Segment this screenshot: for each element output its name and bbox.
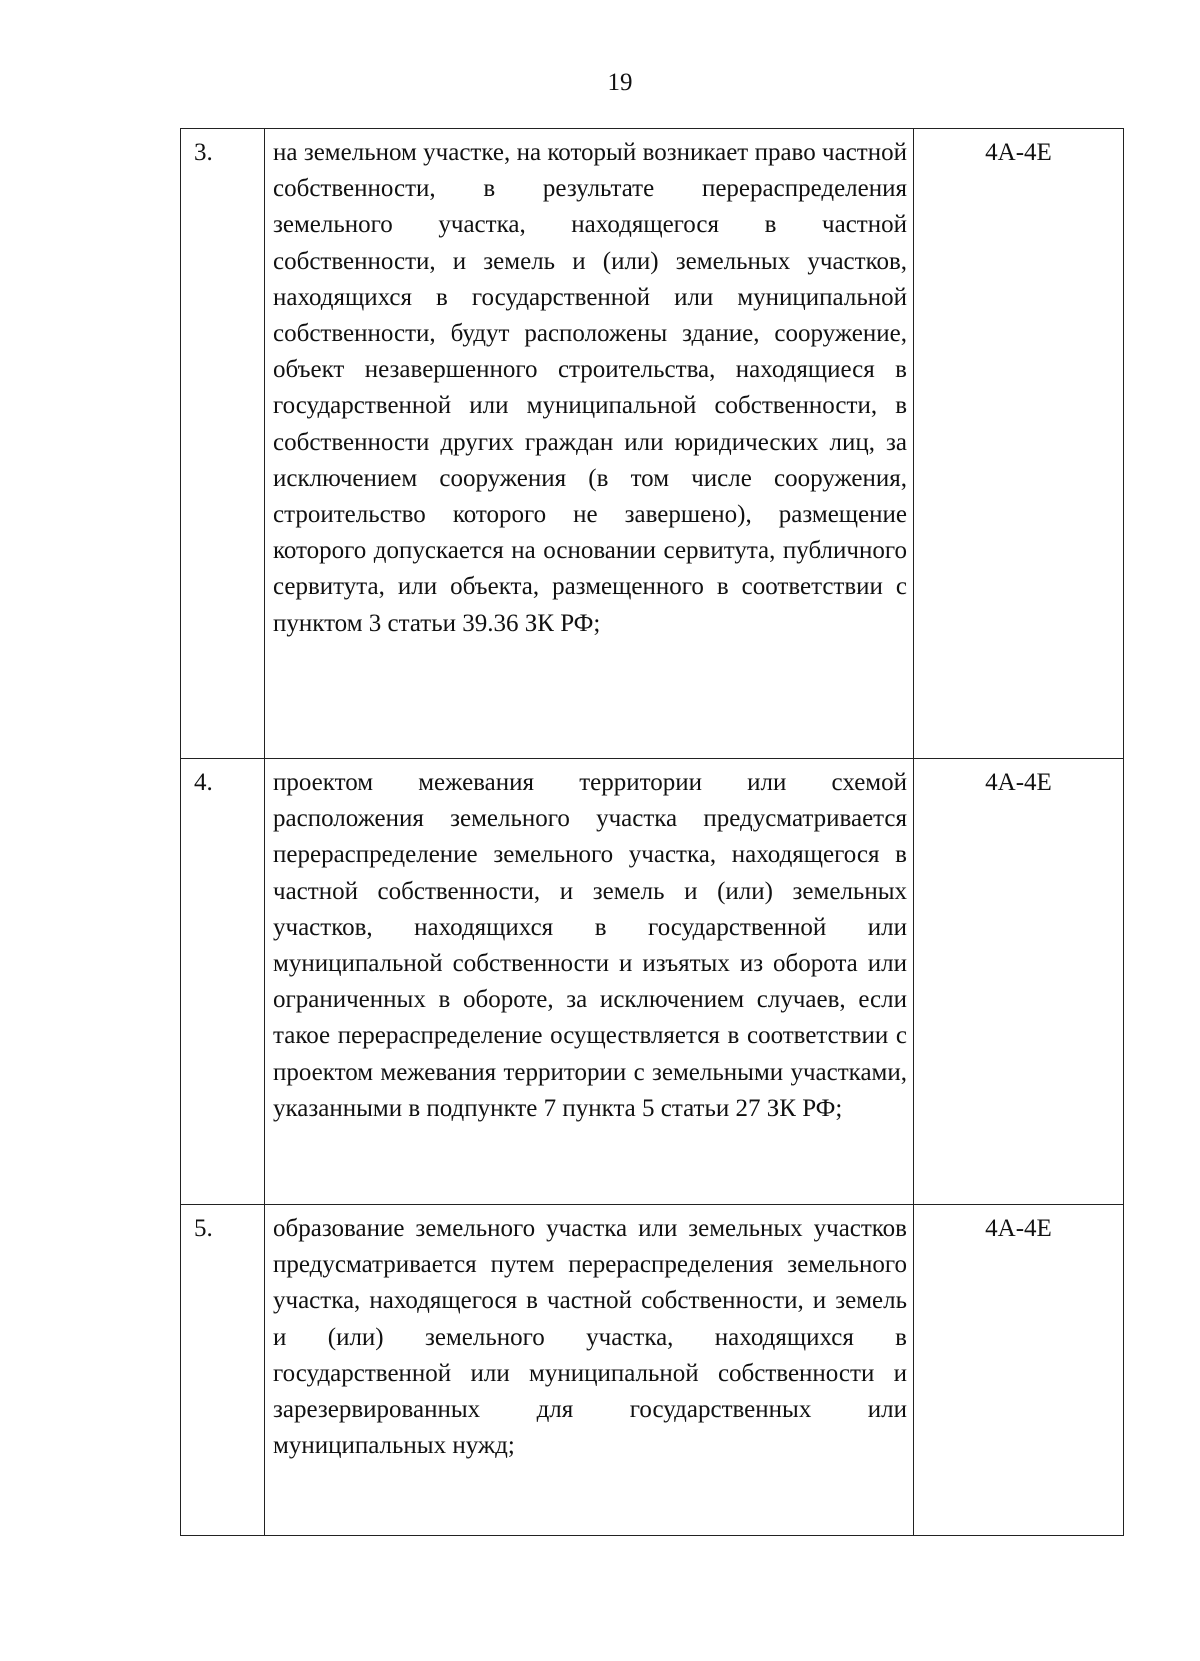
row-text: образование земельного участка или земельных участков предусматривается путем перераспределения земельного участка, находящегося в частной собственности, и земель и (или) земельного участка, находящихся в государственной или муниципальной собственности и зарезервированных для государственных или муниципальных нужд;: [265, 1205, 914, 1536]
row-number: 5.: [181, 1205, 265, 1536]
row-number: 3.: [181, 129, 265, 759]
row-text: на земельном участке, на который возникает право частной собственности, в результате перераспределения земельного участка, находящегося в частной собственности, и земель и (или) земельных участков, находящихся в государственной или муниципальной собственности, будут расположены здание, сооружение, объект незавершенного строительства, находящиеся в государственной или муниципальной собственности, в собственности других граждан или юридических лиц, за исключением сооружения (в том числе сооружения, строительство которого не завершено), размещение которого допускается на основании сервитута, публичного сервитута, или объекта, размещенного в соответствии с пунктом 3 статьи 39.36 ЗК РФ;: [265, 129, 914, 759]
table-row: [181, 1205, 1124, 1536]
row-code: 4А-4Е: [914, 759, 1124, 1205]
row-number: 4.: [181, 759, 265, 1205]
row-text: проектом межевания территории или схемой расположения земельного участка предусматривается перераспределение земельного участка, находящегося в частной собственности, и земель и (или) земельных участков, находящихся в государственной или муниципальной собственности и изъятых из оборота или ограниченных в обороте, за исключением случаев, если такое перераспределение осуществляется в соответствии с проектом межевания территории с земельными участками, указанными в подпункте 7 пункта 5 статьи 27 ЗК РФ;: [265, 759, 914, 1205]
table-row: [181, 129, 1124, 759]
document-table: [180, 128, 1124, 1536]
row-code: 4А-4Е: [914, 1205, 1124, 1536]
page-number: 19: [607, 69, 633, 96]
row-code: 4А-4Е: [914, 129, 1124, 759]
table-row: [181, 759, 1124, 1205]
